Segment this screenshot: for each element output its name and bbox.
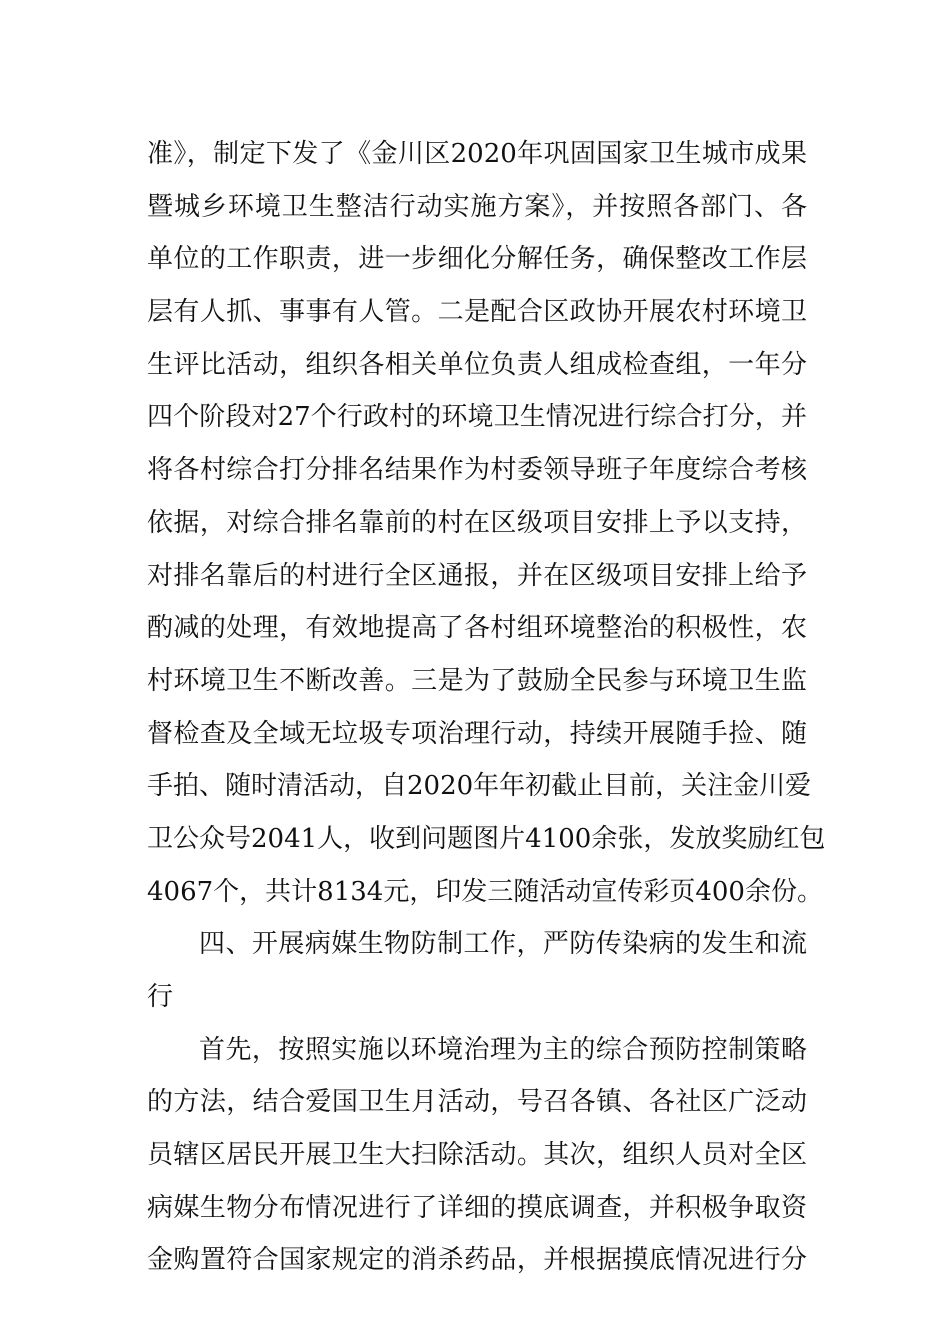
text-line: 4067个，共计8134元，印发三随活动宣传彩页400余份。	[147, 876, 823, 907]
text-line: 督检查及全域无垃圾专项治理行动，持续开展随手捡、随	[147, 718, 807, 749]
text-line: 暨城乡环境卫生整洁行动实施方案》，并按照各部门、各	[147, 191, 807, 222]
text-line: 依据，对综合排名靠前的村在区级项目安排上予以支持，	[147, 507, 807, 538]
text-line: 将各村综合打分排名结果作为村委领导班子年度综合考核	[147, 455, 807, 486]
text-line: 准》，制定下发了《金川区2020年巩固国家卫生城市成果	[147, 139, 807, 169]
text-line: 对排名靠后的村进行全区通报，并在区级项目安排上给予	[147, 560, 807, 591]
section-heading: 四、开展病媒生物防制工作，严防传染病的发生和流	[199, 929, 807, 960]
paragraph-start: 首先，按照实施以环境治理为主的综合预防控制策略	[199, 1034, 807, 1065]
text-line: 四个阶段对27个行政村的环境卫生情况进行综合打分，并	[147, 402, 807, 433]
text-line: 酌减的处理，有效地提高了各村组环境整治的积极性，农	[147, 613, 807, 644]
text-line: 手拍、随时清活动，自2020年年初截止目前，关注金川爱	[147, 771, 812, 802]
text-line: 金购置符合国家规定的消杀药品，并根据摸底情况进行分	[147, 1245, 807, 1276]
text-line: 村环境卫生不断改善。三是为了鼓励全民参与环境卫生监	[147, 665, 807, 696]
text-line: 层有人抓、事事有人管。二是配合区政协开展农村环境卫	[147, 297, 807, 328]
body-text	[147, 128, 826, 1287]
section-heading-continued: 行	[147, 982, 174, 1012]
text-line: 的方法，结合爱国卫生月活动，号召各镇、各社区广泛动	[147, 1087, 807, 1118]
text-line: 病媒生物分布情况进行了详细的摸底调查，并积极争取资	[147, 1192, 807, 1223]
text-line: 卫公众号2041人，收到问题图片4100余张，发放奖励红包	[147, 823, 826, 854]
text-line: 生评比活动，组织各相关单位负责人组成检查组，一年分	[147, 349, 807, 380]
text-line: 员辖区居民开展卫生大扫除活动。其次，组织人员对全区	[147, 1140, 807, 1171]
text-line: 单位的工作职责，进一步细化分解任务，确保整改工作层	[147, 244, 807, 275]
